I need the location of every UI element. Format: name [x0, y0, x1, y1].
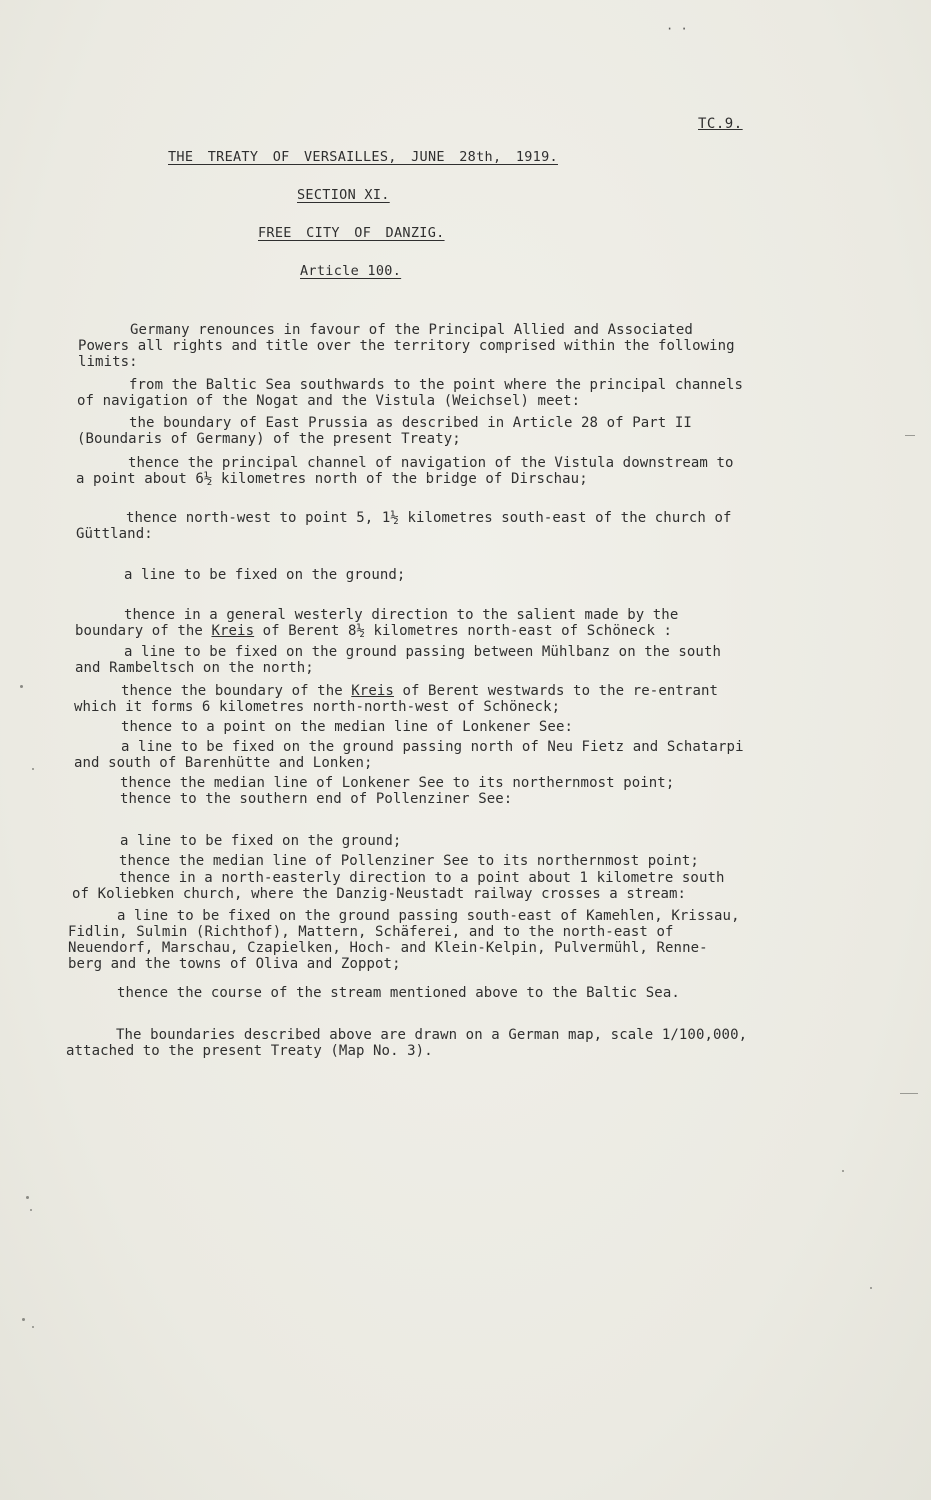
margin-mark	[900, 1093, 918, 1094]
text-fragment: boundary of the	[75, 623, 212, 639]
text-line: thence north-west to point 5, 1½ kilometres south-east of the church of	[126, 510, 732, 526]
text-line: and south of Barenhütte and Lonken;	[74, 755, 373, 771]
text-line: thence the course of the stream mentioned above to the Baltic Sea.	[117, 985, 680, 1001]
text-line: Germany renounces in favour of the Principal Allied and Associated	[130, 322, 693, 338]
text-line: Powers all rights and title over the territory comprised within the following	[78, 338, 735, 354]
text-line: berg and the towns of Oliva and Zoppot;	[68, 956, 401, 972]
text-line: a line to be fixed on the ground passing between Mühlbanz on the south	[124, 644, 722, 660]
text-line: thence the median line of Pollenziner See to its northernmost point;	[119, 853, 699, 869]
article-heading: Article 100.	[300, 263, 402, 279]
text-line: The boundaries described above are drawn on a German map, scale 1/100,000,	[116, 1027, 748, 1043]
document-reference: TC.9.	[698, 116, 743, 132]
margin-mark	[905, 435, 915, 436]
text-line: a line to be fixed on the ground;	[124, 567, 406, 583]
text-line: from the Baltic Sea southwards to the point where the principal channels	[129, 377, 744, 393]
margin-speck	[842, 1170, 844, 1172]
margin-speck	[870, 1287, 872, 1289]
text-fragment: of Berent westwards to the re-entrant	[393, 683, 719, 699]
kreis-term: Kreis	[351, 683, 394, 699]
text-line: Neuendorf, Marschau, Czapielken, Hoch- and Klein-Kelpin, Pulvermühl, Renne-	[68, 940, 708, 956]
text-line: thence in a general westerly direction to the salient made by the	[124, 607, 679, 623]
text-fragment: of Berent 8½ kilometres north-east of Schöneck :	[254, 623, 673, 639]
text-fragment: thence the boundary of the	[121, 683, 352, 699]
text-line: a line to be fixed on the ground passing north of Neu Fietz and Schatarpi	[121, 739, 744, 755]
margin-speck	[30, 1209, 32, 1211]
text-line: thence to a point on the median line of Lonkener See:	[121, 719, 574, 735]
text-line: the boundary of East Prussia as described in Article 28 of Part II	[129, 415, 692, 431]
text-line: thence the principal channel of navigation of the Vistula downstream to	[128, 455, 734, 471]
text-line: thence to the southern end of Pollenziner See:	[120, 791, 513, 807]
margin-speck	[32, 1326, 34, 1328]
text-line: which it forms 6 kilometres north-north-west of Schöneck;	[74, 699, 561, 715]
text-line: attached to the present Treaty (Map No. 3).	[66, 1043, 433, 1059]
text-line: a point about 6½ kilometres north of the bridge of Dirschau;	[76, 471, 588, 487]
text-line: Güttland:	[76, 526, 153, 542]
text-line: of navigation of the Nogat and the Vistula (Weichsel) meet:	[77, 393, 581, 409]
text-line: limits:	[78, 354, 138, 370]
margin-speck	[22, 1318, 25, 1321]
text-line: and Rambeltsch on the north;	[75, 660, 314, 676]
document-title: THE TREATY OF VERSAILLES, JUNE 28th, 1919.	[168, 149, 558, 165]
text-line: Fidlin, Sulmin (Richthof), Mattern, Schäferei, and to the north-east of	[68, 924, 674, 940]
margin-speck	[20, 685, 23, 688]
text-line	[75, 623, 672, 639]
text-line: a line to be fixed on the ground passing south-east of Kamehlen, Krissau,	[117, 908, 740, 924]
section-heading: SECTION XI.	[297, 187, 390, 203]
margin-speck	[26, 1196, 29, 1199]
text-line: thence in a north-easterly direction to a point about 1 kilometre south	[119, 870, 725, 886]
subject-heading: FREE CITY OF DANZIG.	[258, 225, 445, 241]
text-line	[121, 683, 718, 699]
text-line: thence the median line of Lonkener See to its northernmost point;	[120, 775, 675, 791]
top-speck-marks: · ·	[666, 22, 688, 36]
kreis-term: Kreis	[211, 623, 255, 639]
text-line: (Boundaris of Germany) of the present Treaty;	[77, 431, 461, 447]
text-line: a line to be fixed on the ground;	[120, 833, 402, 849]
margin-speck	[32, 768, 34, 770]
text-line: of Koliebken church, where the Danzig-Neustadt railway crosses a stream:	[72, 886, 687, 902]
